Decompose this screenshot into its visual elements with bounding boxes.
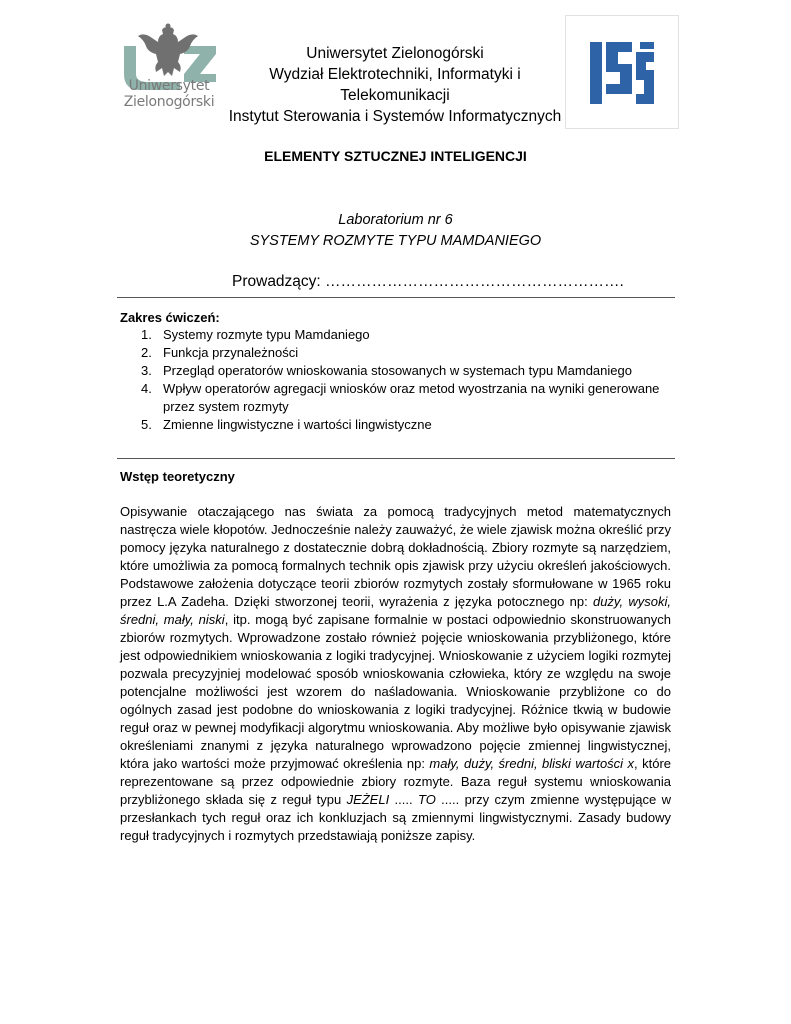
lab-info xyxy=(0,210,791,252)
intro-italic-3: JEŻELI xyxy=(346,792,390,807)
intro-text-4: ..... xyxy=(389,792,418,807)
divider-middle xyxy=(117,458,675,459)
scope-item-text: Wpływ operatorów agregacji wniosków oraz metod wyostrzania na wyniki generowane przez system rozmyty xyxy=(163,381,660,414)
intro-text-3: , które reprezentowane są przez odpowiednie zbiory rozmyte. Baza reguł systemu wnioskowania przybliżonego składa się z reguł typu xyxy=(120,756,672,807)
course-title: ELEMENTY SZTUCZNEJ INTELIGENCJI xyxy=(264,148,527,164)
scope-item-number: 5. xyxy=(141,417,152,432)
intro-italic-1: duży, wysoki, średni, mały, niski xyxy=(120,594,671,627)
intro-text-1: Opisywanie otaczającego nas świata za pomocą tradycyjnych metod matematycznych nastręcza wiele kłopotów. Jednocześnie należy zauważyć, że wiele zjawisk można określić przy pomocy języka naturalnego z dostatecznie dobrą dokładnością. Zbiory rozmyte są narzędziem, które umożliwia za pomocą formalnych technik opis zjawisk przy użyciu określeń jakościowych. Podstawowe założenia dotyczące teorii zbiorów rozmytych zostały sformułowane w 1965 roku przez L.A Zadeha. Dzięki stworzonej teorii, wyrażenia z języka potocznego np: xyxy=(120,504,671,609)
scope-item xyxy=(120,326,660,344)
scope-item-text: Przegląd operatorów wnioskowania stosowanych w systemach typu Mamdaniego xyxy=(163,363,632,378)
intro-title: Wstęp teoretyczny xyxy=(120,469,235,484)
scope-title: Zakres ćwiczeń: xyxy=(120,310,220,325)
header-line-institute: Instytut Sterowania i Systemów Informatycznych xyxy=(228,108,562,125)
scope-item-number: 2. xyxy=(141,345,152,360)
lecturer-line: Prowadzący: …………………………………………………. xyxy=(232,273,624,290)
scope-item-text: Systemy rozmyte typu Mamdaniego xyxy=(163,327,370,342)
scope-item xyxy=(120,362,660,380)
logo-text-line-2: Zielonogórski xyxy=(123,94,215,110)
header-line-university: Uniwersytet Zielonogórski xyxy=(306,45,484,62)
intro-italic-4: TO xyxy=(417,792,436,807)
uz-z-shape xyxy=(184,46,216,82)
intro-italic-2: mały, duży, średni, bliski wartości x xyxy=(429,756,635,771)
intro-text-2: , itp. mogą być zapisane formalnie w postaci odpowiednio skonstruowanych zbiorów rozmytych. Wprowadzone zostało również pojęcie wnioskowania przybliżonego, które jest odpowiednikiem wnioskowania z logiki tradycyjnej. Wnioskowanie z użyciem logiki rozmytej pozwala precyzyjniej modelować sposób wnioskowania człowieka, który ze względu na swoje potencjalne możliwości jest wzorem do naśladowania. Wnioskowanie przybliżone co do ogólnych zasad jest podobne do wnioskowania z logiki tradycyjnej. Różnice tkwią w budowie reguł oraz w pewnej modyfikacji algorytmu wnioskowania. Aby możliwe było opisywanie zjawisk określeniami znanymi z języka naturalnego wprowadzono pojęcie zmiennej lingwistycznej, która jako wartości może przyjmować określenia np: xyxy=(120,612,671,771)
lab-number: Laboratorium nr 6 xyxy=(338,212,453,228)
university-logo-text xyxy=(118,78,220,110)
divider-top xyxy=(117,297,675,298)
institution-header xyxy=(225,43,565,127)
scope-item-text: Zmienne lingwistyczne i wartości lingwistyczne xyxy=(163,417,432,432)
lab-topic: SYSTEMY ROZMYTE TYPU MAMDANIEGO xyxy=(249,233,542,249)
scope-item xyxy=(120,380,660,416)
issi-logo-icon xyxy=(566,16,678,128)
scope-item-text: Funkcja przynależności xyxy=(163,345,299,360)
intro-text-5: ..... przy czym zmienne występujące w przesłankach tych reguł oraz ich konkluzjach są zmiennymi lingwistycznymi. Zasady budowy reguł tradycyjnych i rozmytych przedstawiają poniższe zapisy. xyxy=(120,792,671,843)
scope-list xyxy=(120,326,660,434)
scope-item-number: 1. xyxy=(141,327,152,342)
scope-item-number: 4. xyxy=(141,381,152,396)
logo-text-line-1: Uniwersytet xyxy=(128,78,210,94)
header-line-faculty-cont: Telekomunikacji xyxy=(340,87,450,104)
intro-paragraph xyxy=(120,503,671,845)
scope-item xyxy=(120,344,660,362)
scope-item-number: 3. xyxy=(141,363,152,378)
scope-item xyxy=(120,416,660,434)
header-line-faculty: Wydział Elektrotechniki, Informatyki i xyxy=(269,66,521,83)
institute-logo xyxy=(565,15,679,129)
